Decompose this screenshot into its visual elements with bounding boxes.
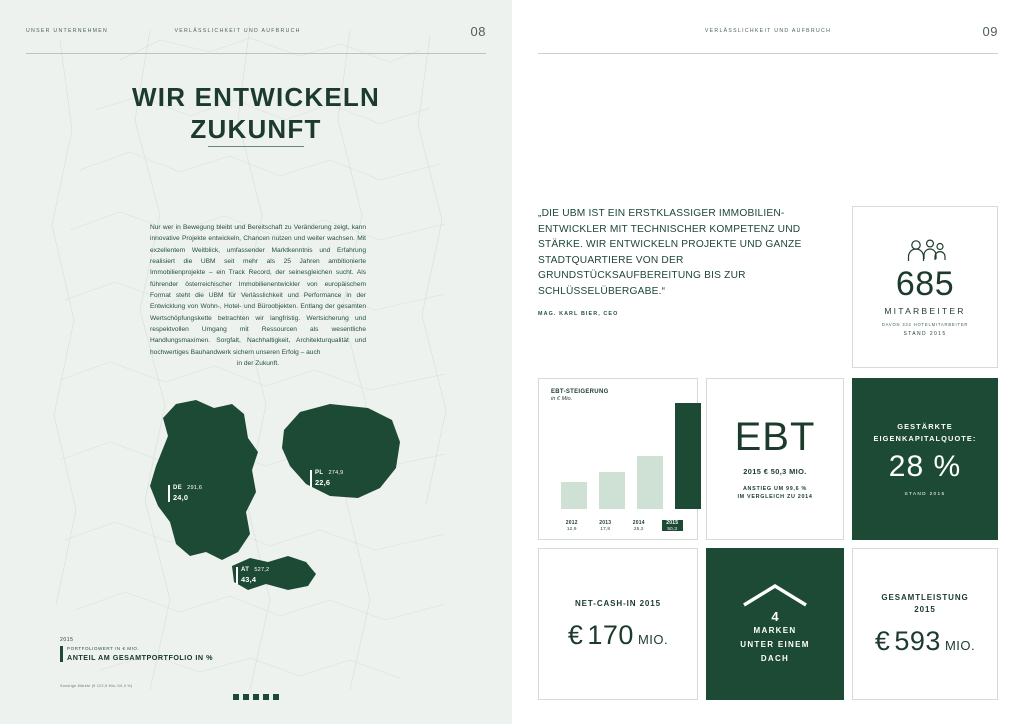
map-legend: [60, 637, 213, 662]
label-2012: [561, 520, 583, 531]
gesamt-unit: MIO.: [944, 637, 976, 653]
bar-2015: [675, 403, 701, 509]
marken-line3: DACH: [760, 653, 790, 663]
card-marken: [706, 548, 844, 700]
gesamt-value: 593: [894, 625, 941, 656]
chart-bars: [561, 397, 683, 509]
netcash-currency: €: [567, 619, 584, 650]
cat-2015: 2015: [666, 520, 679, 526]
legend-subtitle: PORTFOLIOWERT IN € MIO.: [67, 646, 140, 651]
marken-text: [740, 624, 809, 666]
marker-de-share: 24,0: [173, 492, 189, 502]
pull-quote: [538, 206, 834, 317]
gesamt-value-row: [875, 626, 975, 657]
employees-sub: DAVON 332 HOTELMITARBEITER: [881, 322, 969, 327]
marker-at-value: 527,2: [254, 567, 270, 573]
roof-icon: [740, 583, 810, 607]
val-2014: 25,2: [633, 526, 644, 531]
right-page: [512, 0, 1024, 724]
headline-line-1: WIR ENTWICKELN: [132, 82, 380, 112]
dot-5: [273, 694, 279, 700]
netcash-value: 170: [587, 619, 634, 650]
map-marker-de: [168, 485, 202, 502]
marker-de-value: 291,6: [187, 485, 203, 491]
marken-line2: UNTER EINEM: [740, 639, 810, 649]
marker-de-country: DE: [173, 485, 183, 491]
label-2014: [628, 520, 650, 531]
ebt-line2: [737, 485, 812, 501]
equity-value: 28 %: [888, 450, 962, 484]
employees-label: MITARBEITER: [884, 306, 966, 316]
legend-title: ANTEIL AM GESAMTPORTFOLIO IN %: [67, 653, 213, 662]
gesamt-currency: €: [874, 625, 891, 656]
marker-pl-country: PL: [315, 470, 324, 476]
legend-footnote: Sonstige Märkte (€ 122,5 Mio./10,0 %): [60, 684, 133, 688]
netcash-label: NET-CASH-IN 2015: [575, 598, 661, 608]
val-2015: 50,3: [667, 526, 678, 531]
running-head-left: UNSER UNTERNEHMEN: [26, 28, 109, 34]
map-marker-pl: [310, 470, 343, 487]
marker-pl-share: 22,6: [315, 477, 331, 487]
bar-2012: [561, 482, 587, 509]
dot-2: [243, 694, 249, 700]
right-running-head: [538, 24, 998, 54]
netcash-unit: MIO.: [637, 631, 669, 647]
card-ebt-chart: [538, 378, 698, 540]
card-ebt: [706, 378, 844, 540]
ebt-word: EBT: [734, 414, 816, 459]
card-net-cash-in: [538, 548, 698, 700]
dot-1: [233, 694, 239, 700]
marker-at-country: AT: [241, 567, 250, 573]
chart-subtitle: in € Mio.: [551, 396, 573, 402]
ebt-line2b: IM VERGLEICH ZU 2014: [737, 494, 813, 500]
dot-4: [263, 694, 269, 700]
val-2013: 17,8: [600, 526, 611, 531]
dot-3: [253, 694, 259, 700]
equity-stand: STAND 2015: [904, 492, 946, 498]
marken-number: 4: [771, 608, 779, 624]
cat-2012: 2012: [565, 520, 578, 526]
cat-2014: 2014: [632, 520, 645, 526]
val-2012: 12,9: [566, 526, 577, 531]
running-head-center-right: VERLÄSSLICHKEIT UND AUFBRUCH: [704, 28, 832, 34]
netcash-value-row: [568, 620, 668, 651]
quote-attribution: MAG. KARL BIER, CEO: [538, 311, 619, 317]
gesamt-label1: GESAMTLEISTUNG: [881, 592, 969, 602]
employees-stand: STAND 2015: [903, 331, 947, 337]
gesamt-label: [881, 592, 968, 616]
card-gesamtleistung: [852, 548, 998, 700]
ebt-line2a: ANSTIEG UM 99,6 %: [742, 485, 807, 492]
legend-year: 2015: [60, 637, 74, 643]
equity-text2: EIGENKAPITALQUOTE:: [873, 433, 977, 443]
bar-2014: [637, 456, 663, 509]
chart-title: EBT-STEIGERUNG: [551, 389, 609, 395]
page-number-right: 09: [982, 24, 998, 39]
headline-line-2: ZUKUNFT: [190, 113, 322, 144]
ebt-line1: 2015 € 50,3 MIO.: [743, 466, 807, 476]
marker-pl-value: 274,9: [328, 470, 344, 476]
bar-2013: [599, 472, 625, 509]
intro-paragraph: Nur wer in Bewegung bleibt und Bereitschaft zu Veränderung zeigt, kann innovative Projekte entwickeln, Chancen nutzen und weiter wachsen. Mit exzellentem Weitblick, umfassender Marktkenntnis und Erfahrung realisiert die UBM seit mehr als 25 Jahren ambitionierte Immobilienprojekte – ein Track Record, der seinesgleichen sucht. Als führender österreichischer Immobilienentwickler von europäischem Format steht die UBM für Verlässlichkeit und Performance in der Entwicklung von Wohn-, Hotel- und Büroobjekten. Entlang der gesamten Wertschöpfungskette betrachten wir langfristig. Wertsicherung und respektvollen Umgang mit Ressourcen als wesentliche Handlungsmaximen. Sorgfalt, Nachhaltigkeit, Architekturqualität und hochwertiges Bauhandwerk sichern unseren Erfolg – auch: [150, 224, 366, 356]
label-2015: [662, 520, 684, 531]
employees-number: 685: [895, 265, 955, 303]
gesamt-label2: 2015: [914, 604, 936, 614]
page-indicator-dots: [233, 694, 279, 700]
card-equity-ratio: [852, 378, 998, 540]
quote-text: „DIE UBM IST EIN ERSTKLASSIGER IMMOBILIEN-ENTWICKLER MIT TECHNISCHER KOMPETENZ UND STÄRKE. WIR ENTWICKELN PROJEKTE UND GANZE STADTQUARTIERE VON DER GRUNDSTÜCKSAUFBEREITUNG BIS ZUR SCHLÜSSELÜBERGABE.“: [538, 208, 802, 297]
intro-last-line: in der Zukunft.: [236, 359, 280, 367]
people-icon: [903, 237, 947, 267]
marken-line1: MARKEN: [753, 625, 797, 635]
chart-axis-labels: [561, 520, 683, 531]
germany-shape: [150, 400, 258, 560]
card-employees: [852, 206, 998, 368]
map-marker-at: [236, 567, 269, 584]
label-2013: [595, 520, 617, 531]
page-number-left: 08: [470, 24, 486, 39]
equity-line1: [873, 421, 976, 445]
running-head-center: VERLÄSSLICHKEIT UND AUFBRUCH: [174, 28, 301, 34]
cat-2013: 2013: [599, 520, 612, 526]
marker-at-share: 43,4: [241, 574, 257, 584]
legend-bar: [60, 646, 63, 662]
equity-text1: GESTÄRKTE: [897, 421, 953, 431]
